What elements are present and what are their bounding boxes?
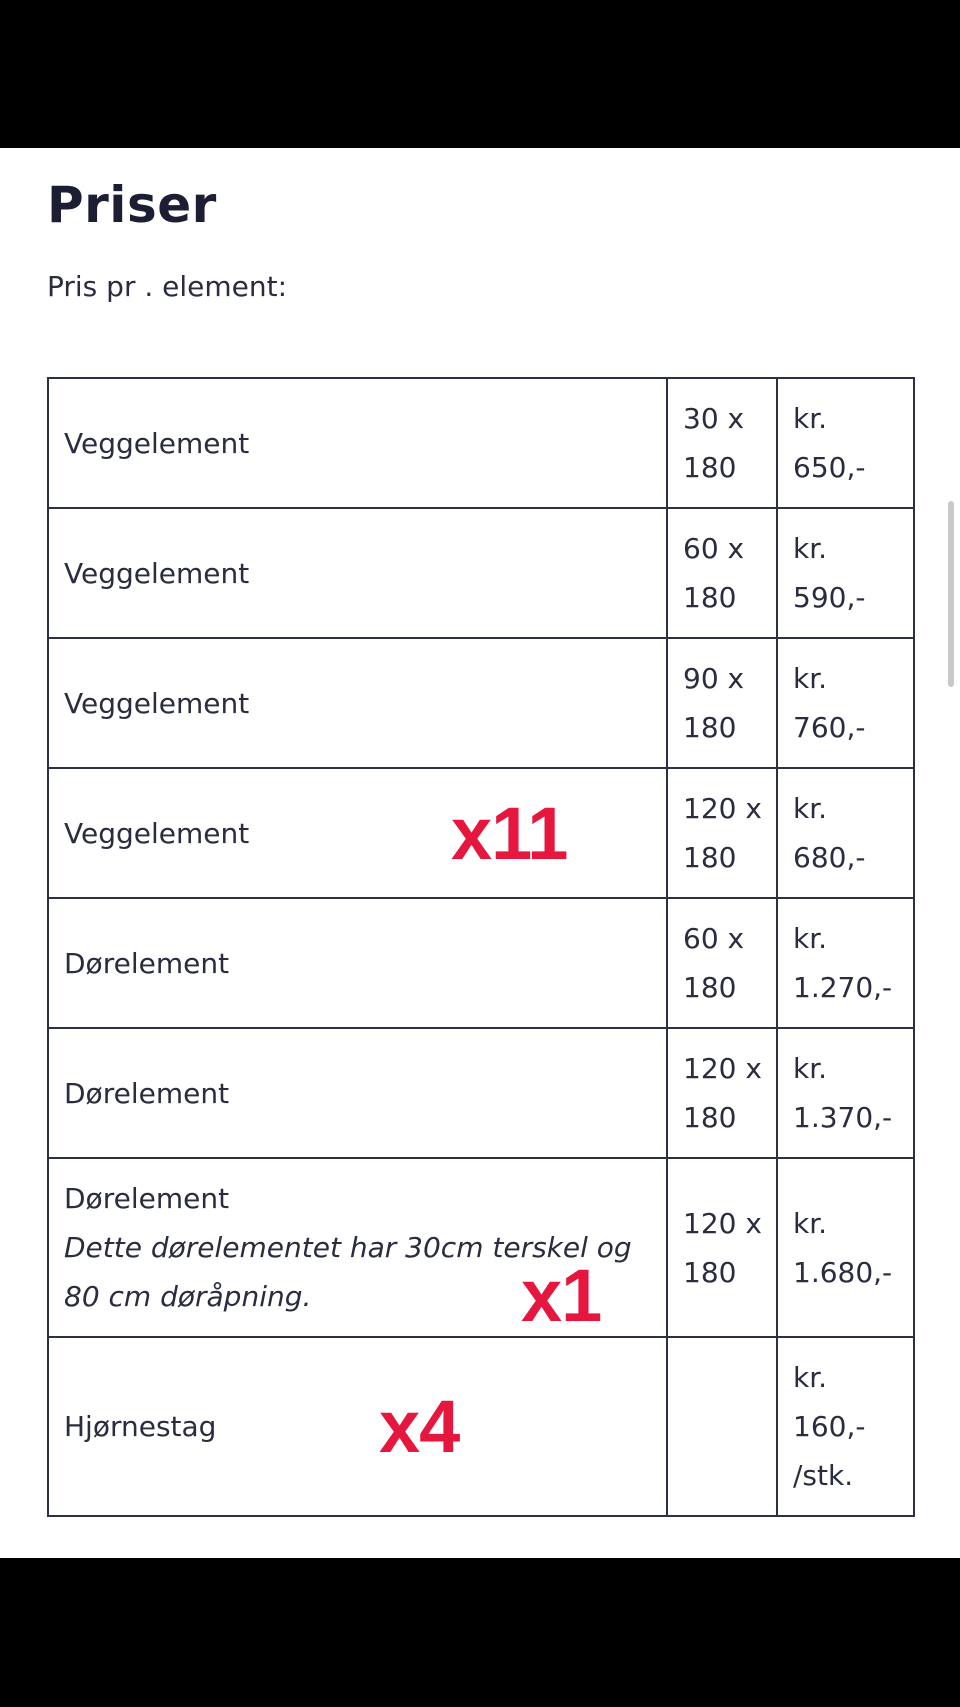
- item-note: Dette dørelementet har 30cm terskel og 80 cm døråpning.: [64, 1231, 632, 1313]
- item-size-line: 180: [683, 1255, 737, 1289]
- table-row: [48, 1028, 914, 1158]
- item-name: Dørelement: [64, 1182, 230, 1215]
- item-size-cell: [667, 1158, 777, 1337]
- item-name: Hjørnestag: [64, 1410, 217, 1443]
- table-row: [48, 898, 914, 1028]
- item-price-line: 160,-: [793, 1410, 866, 1443]
- item-size-cell: [667, 1028, 777, 1158]
- item-price-cell: [777, 378, 914, 508]
- item-size-line: 120 x: [683, 792, 762, 825]
- item-size-line: 120 x: [683, 1206, 762, 1240]
- item-name-cell: [48, 1337, 667, 1516]
- item-name-cell: [48, 898, 667, 1028]
- table-row: [48, 638, 914, 768]
- scrollbar[interactable]: [948, 501, 954, 687]
- item-price-line: 760,-: [793, 711, 866, 744]
- item-name-cell: [48, 508, 667, 638]
- item-size-cell: [667, 378, 777, 508]
- item-price-line: kr.: [793, 792, 828, 825]
- item-price-cell: [777, 768, 914, 898]
- page-title: Priser: [47, 176, 217, 234]
- item-size-cell: [667, 768, 777, 898]
- item-name: Dørelement: [64, 946, 230, 980]
- item-name: Veggelement: [64, 686, 250, 720]
- item-price-line: 590,-: [793, 581, 866, 614]
- item-size-cell: [667, 508, 777, 638]
- quantity-annotation: x11: [451, 792, 568, 875]
- item-size-line: 60 x: [683, 922, 745, 955]
- item-price-line: kr.: [793, 662, 828, 695]
- item-size-line: 180: [683, 841, 737, 874]
- item-price-line: 1.680,-: [793, 1255, 893, 1289]
- item-price-cell: [777, 1028, 914, 1158]
- item-name-cell: [48, 768, 667, 898]
- item-name-cell: [48, 1158, 667, 1337]
- table-row: [48, 1158, 914, 1337]
- table-row: [48, 508, 914, 638]
- item-name: Dørelement: [64, 1076, 230, 1110]
- table-row: [48, 1337, 914, 1516]
- item-price-cell: [777, 508, 914, 638]
- item-size-line: 180: [683, 1101, 737, 1134]
- quantity-annotation: x1: [521, 1254, 602, 1337]
- item-price-line: kr.: [793, 402, 828, 435]
- item-size-line: 120 x: [683, 1052, 762, 1085]
- item-price-line: kr.: [793, 922, 828, 955]
- table-row: [48, 768, 914, 898]
- item-size-line: 180: [683, 711, 737, 744]
- quantity-annotation: x4: [379, 1385, 460, 1468]
- item-price-line: 650,-: [793, 451, 866, 484]
- item-price-line: /stk.: [793, 1459, 854, 1492]
- item-price-line: kr.: [793, 1206, 828, 1240]
- item-size-line: 90 x: [683, 662, 745, 695]
- item-name-cell: [48, 1028, 667, 1158]
- item-size-line: 180: [683, 451, 737, 484]
- item-name: Veggelement: [64, 556, 250, 590]
- item-size-line: 180: [683, 581, 737, 614]
- item-price-line: 1.270,-: [793, 971, 893, 1004]
- item-price-line: 1.370,-: [793, 1101, 893, 1134]
- item-price-cell: [777, 1337, 914, 1516]
- item-price-line: kr.: [793, 1361, 828, 1394]
- item-name: Veggelement: [64, 816, 250, 850]
- content-page: [0, 148, 960, 1558]
- item-name: Veggelement: [64, 426, 250, 460]
- item-size-line: 60 x: [683, 532, 745, 565]
- page-subtitle: Pris pr . element:: [47, 270, 288, 303]
- item-price-line: kr.: [793, 532, 828, 565]
- item-size-cell: [667, 1337, 777, 1516]
- item-price-cell: [777, 1158, 914, 1337]
- item-size-cell: [667, 638, 777, 768]
- item-price-cell: [777, 638, 914, 768]
- item-size-cell: [667, 898, 777, 1028]
- item-name-cell: [48, 638, 667, 768]
- item-price-cell: [777, 898, 914, 1028]
- item-price-line: 680,-: [793, 841, 866, 874]
- item-size-line: 180: [683, 971, 737, 1004]
- item-name-cell: [48, 378, 667, 508]
- table-row: [48, 378, 914, 508]
- item-price-line: kr.: [793, 1052, 828, 1085]
- item-size-line: 30 x: [683, 402, 745, 435]
- price-table: [47, 377, 915, 1517]
